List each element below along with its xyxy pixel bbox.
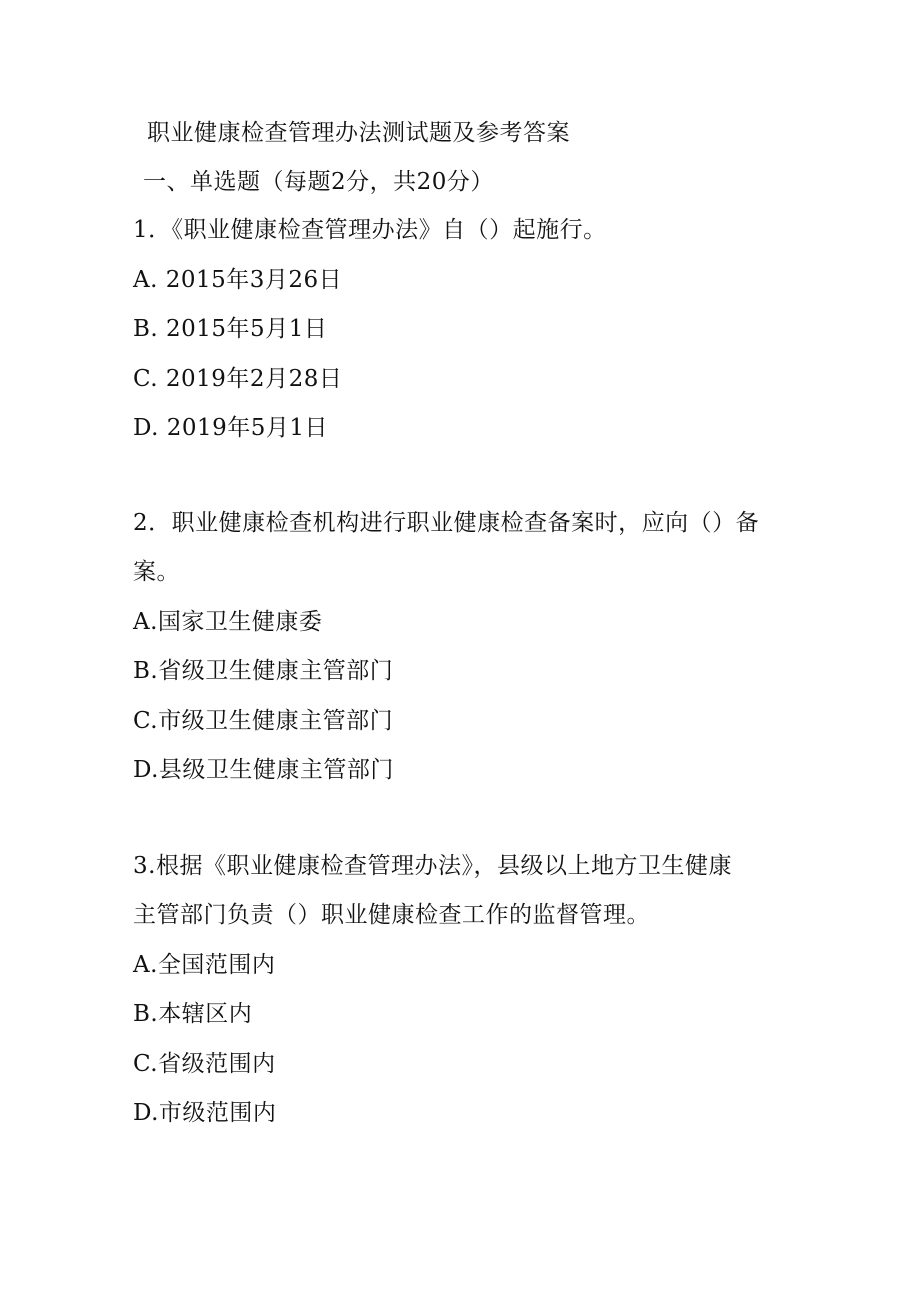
option-b: B.省级卫生健康主管部门: [133, 658, 394, 684]
question-stem: 1．《职业健康检查管理办法》自（）起施行。: [133, 217, 607, 243]
option-c: C.省级范围内: [133, 1051, 276, 1077]
option-d: D. 2019年5月1日: [133, 415, 329, 441]
question-stem-continued: 主管部门负责（）职业健康检查工作的监督管理。: [133, 902, 650, 928]
question-stem: 3.根据《职业健康检查管理办法》，县级以上地方卫生健康: [133, 853, 732, 879]
option-d: D.市级范围内: [133, 1100, 277, 1126]
option-b: B. 2015年5月1日: [133, 316, 328, 342]
question-stem-continued: 案。: [133, 559, 180, 585]
option-a: A.国家卫生健康委: [133, 609, 323, 635]
option-a: A. 2015年3月26日: [133, 267, 343, 293]
option-d: D.县级卫生健康主管部门: [133, 757, 394, 783]
document-title: 职业健康检查管理办法测试题及参考答案: [147, 120, 570, 146]
option-c: C. 2019年2月28日: [133, 366, 343, 392]
option-b: B.本辖区内: [133, 1001, 253, 1027]
question-stem: 2．职业健康检查机构进行职业健康检查备案时，应向（）备: [133, 510, 760, 536]
option-a: A.全国范围内: [133, 952, 276, 978]
section-heading: 一、单选题（每题2分，共20分）: [143, 169, 494, 195]
option-c: C.市级卫生健康主管部门: [133, 708, 394, 734]
